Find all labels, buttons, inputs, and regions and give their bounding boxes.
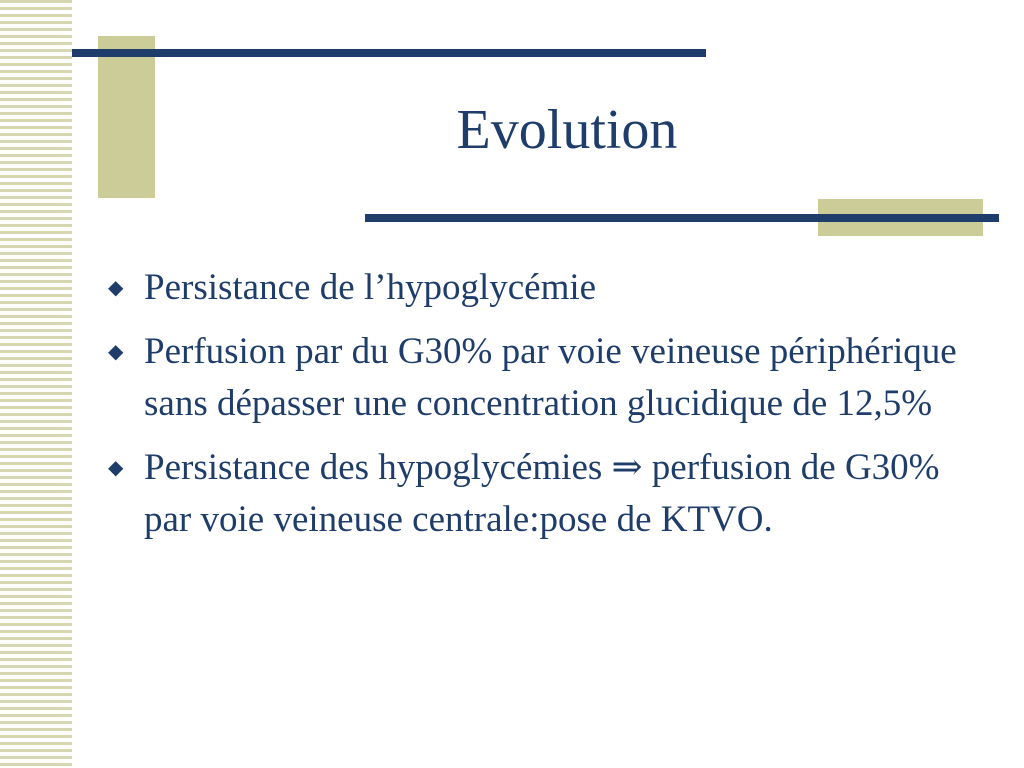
diamond-bullet-icon: ◆ — [108, 341, 124, 363]
left-stripe-decoration — [0, 0, 72, 768]
bullet-text: Persistance de l’hypoglycémie — [144, 267, 597, 308]
bullet-item — [104, 262, 984, 314]
bullet-item — [104, 442, 984, 546]
top-decor-block — [98, 36, 155, 198]
title-bottom-rule — [365, 214, 999, 222]
bullet-text: Perfusion par du G30% par voie veineuse périphérique sans dépasser une concentration glucidique de 12,5% — [144, 331, 957, 424]
diamond-bullet-icon: ◆ — [108, 277, 124, 299]
title-top-rule — [72, 49, 706, 57]
bullet-text: Persistance des hypoglycémies ⇒ perfusion de G30% par voie veineuse centrale:pose de KTVO. — [144, 447, 940, 540]
bullet-item — [104, 326, 984, 430]
slide-title: Evolution — [456, 99, 678, 161]
bullet-list — [104, 262, 984, 558]
diamond-bullet-icon: ◆ — [108, 457, 124, 479]
